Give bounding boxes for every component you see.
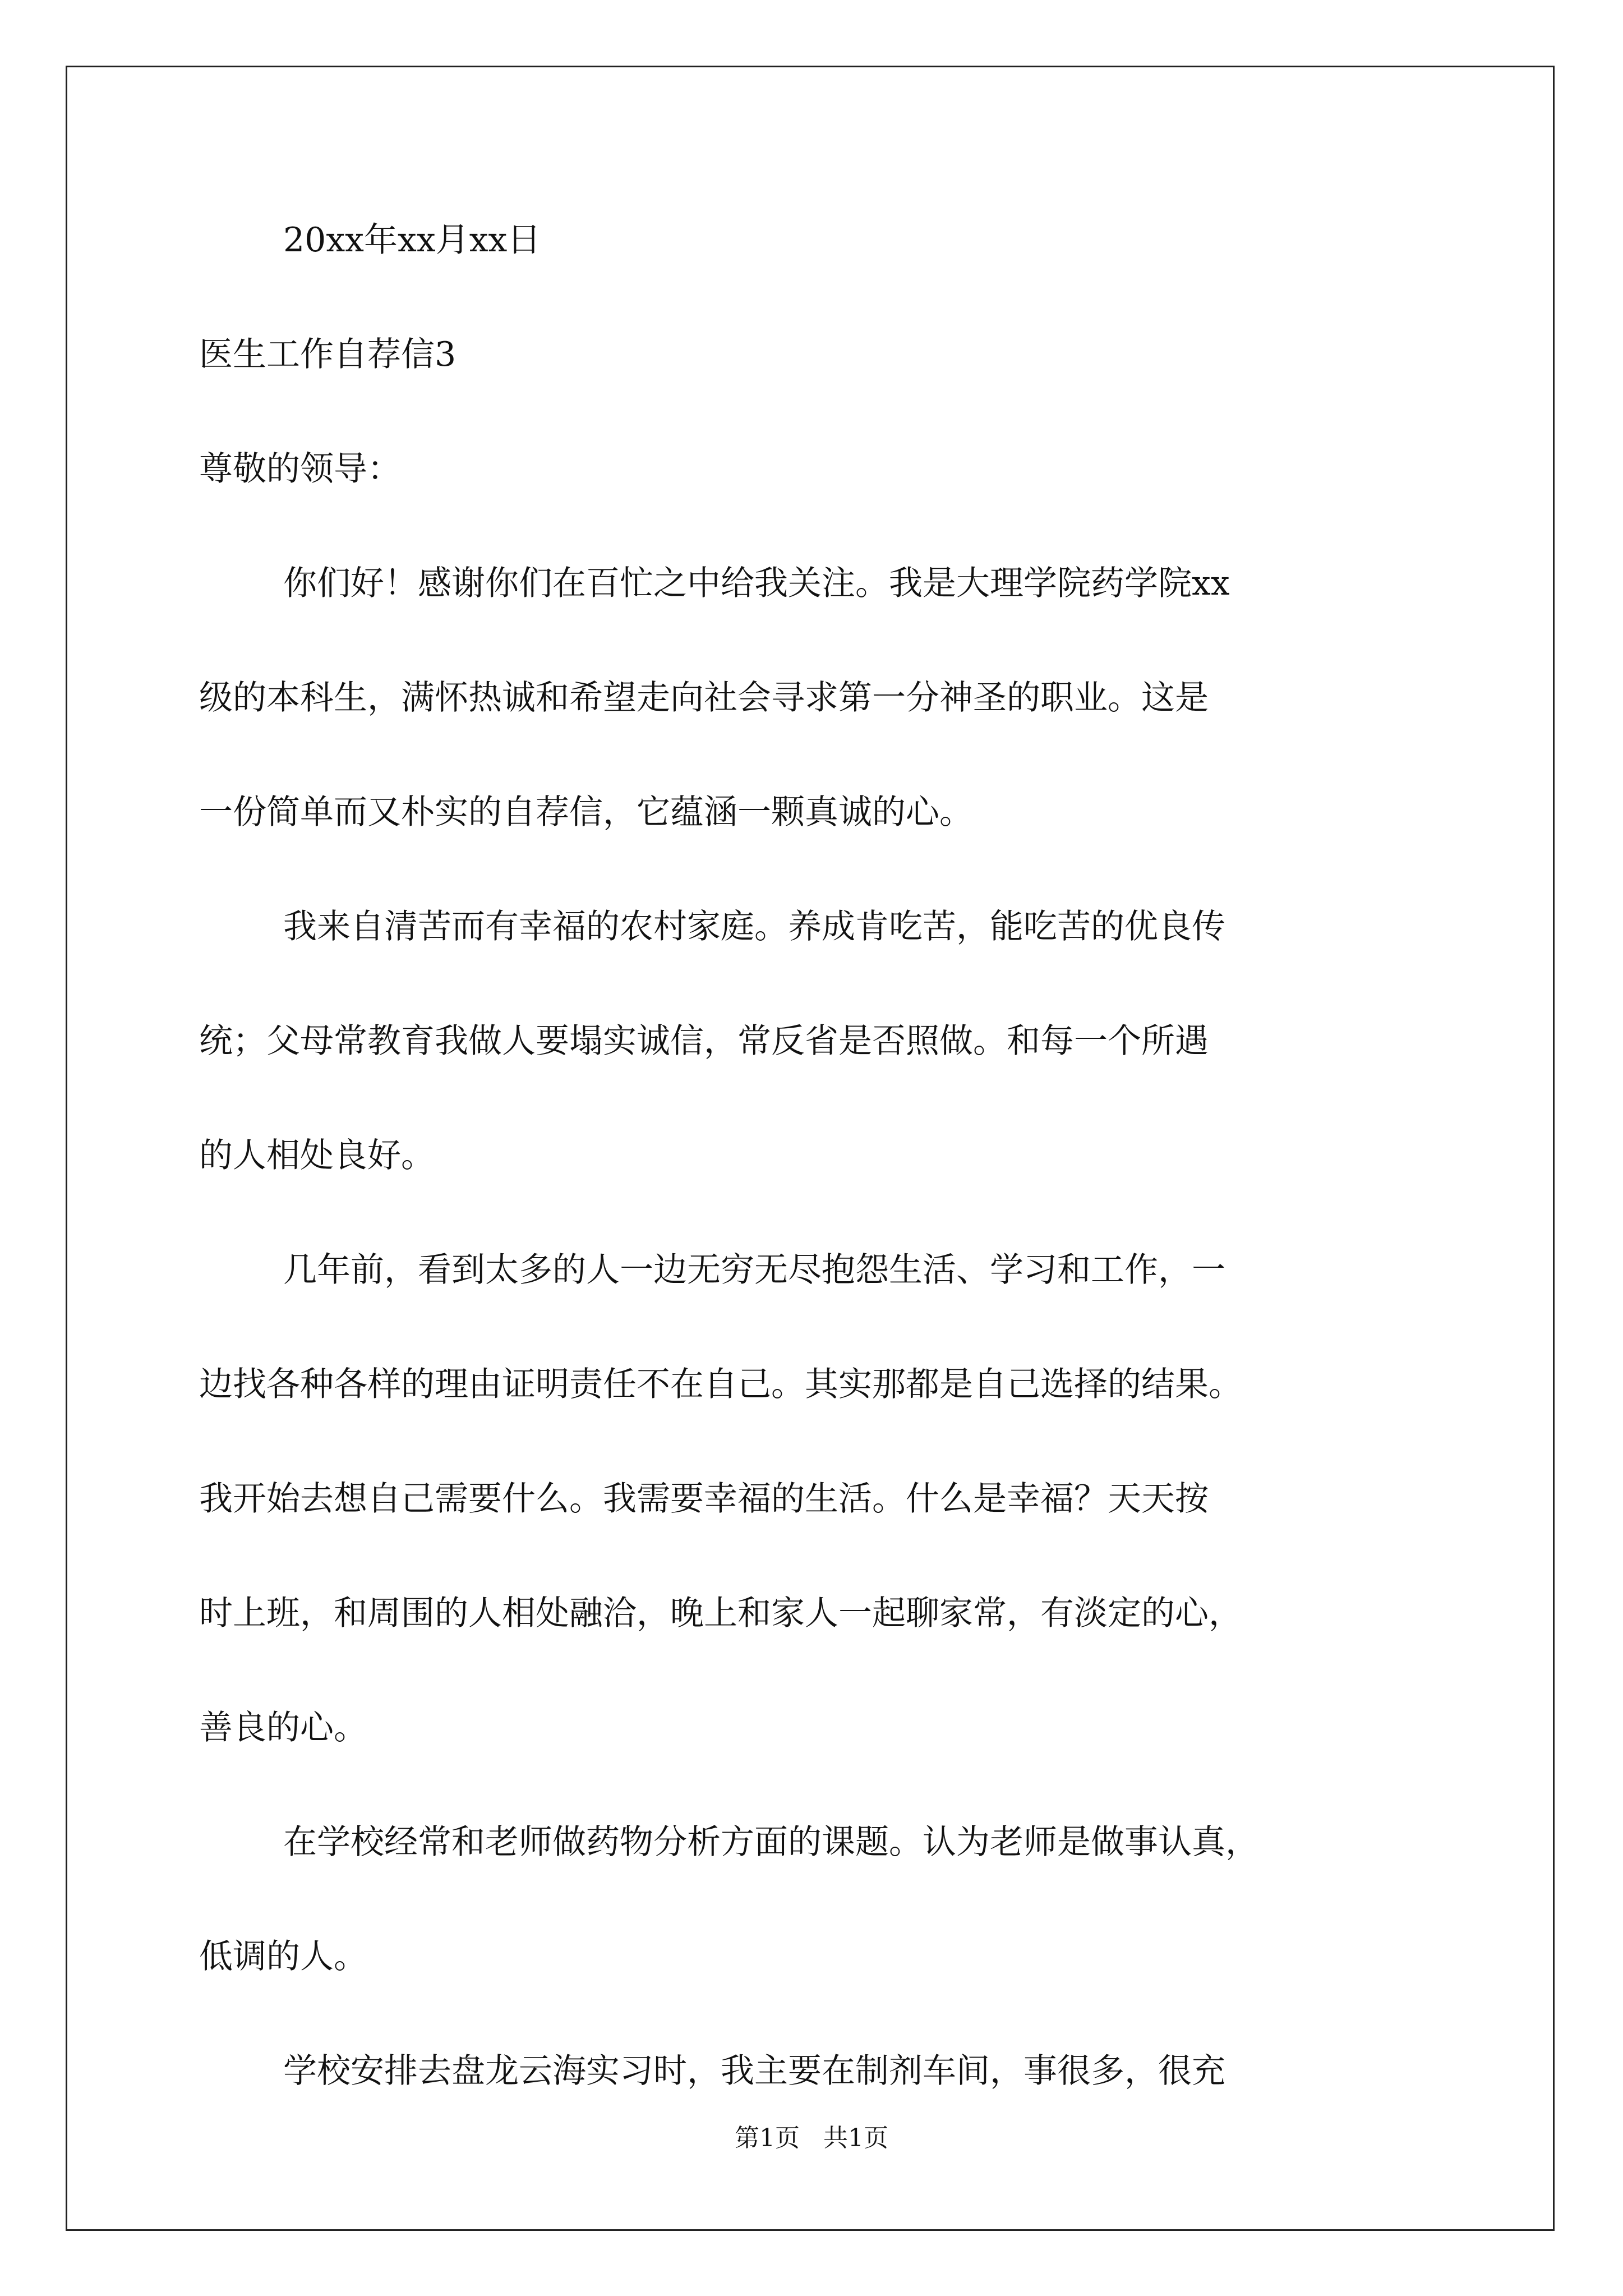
paragraph-line: 时上班，和周围的人相处融洽，晚上和家人一起聊家常，有淡定的心， — [199, 1594, 1242, 1633]
paragraph-line: 我来自清苦而有幸福的农村家庭。养成肯吃苦，能吃苦的优良传 — [283, 907, 1225, 946]
paragraph-line: 在学校经常和老师做药物分析方面的课题。认为老师是做事认真， — [283, 1823, 1259, 1862]
paragraph-line: 一份简单而又朴实的自荐信，它蕴涵一颗真诚的心。 — [199, 793, 973, 832]
paragraph — [199, 562, 1438, 834]
paragraph-line: 低调的人。 — [199, 1937, 367, 1976]
paragraph-line: 你们好！感谢你们在百忙之中给我关注。我是大理学院药学院xx — [283, 564, 1230, 603]
paragraph-line: 统；父母常教育我做人要塌实诚信，常反省是否照做。和每一个所遇 — [199, 1022, 1209, 1061]
date-line: 20xx年xx月xx日 — [283, 220, 541, 260]
paragraph — [199, 1821, 1438, 1978]
paragraph-line: 几年前，看到太多的人一边无穷无尽抱怨生活、学习和工作，一 — [283, 1250, 1225, 1290]
paragraph-line: 级的本科生，满怀热诚和希望走向社会寻求第一分神圣的职业。这是 — [199, 678, 1209, 717]
paragraph — [199, 905, 1438, 1177]
paragraph-line: 的人相处良好。 — [199, 1136, 435, 1175]
salutation: 尊敬的领导： — [199, 449, 401, 489]
paragraph-line: 善良的心。 — [199, 1708, 367, 1747]
paragraph-line: 学校安排去盘龙云海实习时，我主要在制剂车间，事很多，很充 — [283, 2051, 1225, 2091]
document-title: 医生工作自荐信3 — [199, 335, 457, 374]
paragraph-line: 我开始去想自己需要什么。我需要幸福的生活。什么是幸福？天天按 — [199, 1479, 1209, 1519]
page-number-footer: 第1页 共1页 — [735, 2124, 888, 2152]
paragraph — [199, 1249, 1438, 1749]
paragraph — [199, 2050, 1438, 2092]
document-body — [199, 219, 1438, 2164]
paragraph-line: 边找各种各样的理由证明责任不在自己。其实那都是自己选择的结果。 — [199, 1365, 1242, 1404]
